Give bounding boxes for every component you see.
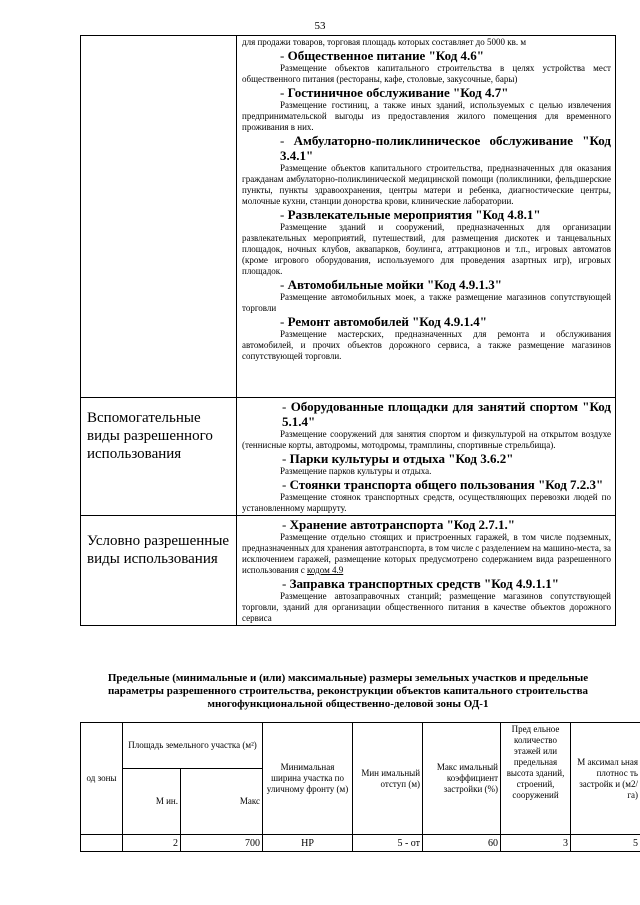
conditional-uses-row bbox=[81, 516, 616, 626]
value-area-min: 2 bbox=[123, 835, 181, 852]
use-item: - Заправка транспортных средств "Код 4.9.1.1" Размещение автозаправочных станций; размещение магазинов сопутствующей торговли, зданий для организации общественного питания в качестве объектов дорожного сервиса bbox=[242, 576, 611, 623]
use-title: Парки культуры и отдыха "Код 3.6.2" bbox=[289, 451, 514, 466]
use-description: Размещение объектов капитального строительства в целях устройства мест общественного питания (рестораны, кафе, столовые, закусочные, бары) bbox=[242, 63, 611, 84]
use-title: Общественное питание "Код 4.6" bbox=[287, 48, 484, 63]
auxiliary-uses-label-cell bbox=[81, 398, 237, 516]
auxiliary-uses-label: Вспомогательные виды разрешенного использования bbox=[87, 410, 213, 462]
use-item: - Парки культуры и отдыха "Код 3.6.2" Размещение парков культуры и отдыха. bbox=[242, 451, 611, 477]
use-description: Размещение сооружений для занятия спортом и физкультурой на открытом воздухе (теннисные корты, автодромы, мотодромы, трамплины, спортивные стрельбища). bbox=[242, 429, 611, 450]
header-area-max: Макс bbox=[181, 769, 263, 835]
use-item: - Развлекательные мероприятия "Код 4.8.1" Размещение зданий и сооружений, предназначенных для организации развлекательных мероприятий, путешествий, для размещения дискотек и танцевальных площадок, ночных клубов, аквапарков, боулинга, аттракционов и т.п., игровых автоматов (кроме игрового оборудования, используемого для проведения азартных игр), игровых площадок. bbox=[242, 207, 611, 276]
use-title: Оборудованные площадки для занятий спортом "Код 5.1.4" bbox=[282, 399, 611, 429]
use-description: Размещение автозаправочных станций; размещение магазинов сопутствующей торговли, зданий для организации общественного питания в качестве объектов дорожного сервиса bbox=[242, 591, 611, 623]
value-max-floors: 3 bbox=[501, 835, 571, 852]
use-description: Размещение гостиниц, а также иных зданий, используемых с целью извлечения предпринимательской выгоды из предоставления жилого помещения для временного проживания в них. bbox=[242, 100, 611, 132]
use-item: - Гостиничное обслуживание "Код 4.7" Размещение гостиниц, а также иных зданий, используемых с целью извлечения предпринимательской выгоды из предоставления жилого помещения для временного проживания в них. bbox=[242, 85, 611, 132]
params-values-row bbox=[81, 835, 640, 852]
use-title: Автомобильные мойки "Код 4.9.1.3" bbox=[287, 277, 502, 292]
use-description: Размещение объектов капитального строительства, предназначенных для оказания гражданам амбулаторно-поликлинической медицинской помощи (поликлиники, фельдшерские пункты, пункты здравоохранения, центры матери и ребенка, диагностические центры, молочные кухни, станции донорства крови, клинические лаборатории. bbox=[242, 163, 611, 206]
value-area-max: 700 bbox=[181, 835, 263, 852]
use-title: Хранение автотранспорта "Код 2.7.1." bbox=[289, 517, 516, 532]
use-item: - Хранение автотранспорта "Код 2.7.1." Размещение отдельно стоящих и пристроенных гаражей, в том числе подземных, предназначенных для хранения автотранспорта, в том числе с разделением на машино-места, за исключением гаражей, размещение которых предусмотрено содержанием вида разрешенного использования с кодом 4.9 bbox=[242, 517, 611, 575]
use-title: Амбулаторно-поликлиническое обслуживание "Код 3.4.1" bbox=[280, 133, 611, 163]
use-item: - Амбулаторно-поликлиническое обслуживание "Код 3.4.1" Размещение объектов капитального строительства, предназначенных для оказания гражданам амбулаторно-поликлинической медицинской помощи (поликлиники, фельдшерские пункты, пункты здравоохранения, центры матери и ребенка, диагностические центры, молочные кухни, станции донорства крови, клинические лаборатории. bbox=[242, 133, 611, 206]
use-description: Размещение стоянок транспортных средств, осуществляющих перевозки людей по установленному маршруту. bbox=[242, 492, 611, 513]
conditional-uses-label-cell bbox=[81, 516, 237, 626]
use-item: - Общественное питание "Код 4.6" Размещение объектов капитального строительства в целях устройства мест общественного питания (рестораны, кафе, столовые, закусочные, бары) bbox=[242, 48, 611, 84]
value-max-density: 5 bbox=[571, 835, 640, 852]
use-item: - Оборудованные площадки для занятий спортом "Код 5.1.4" Размещение сооружений для занятия спортом и физкультурой на открытом воздухе (теннисные корты, автодромы, мотодромы, трамплины, спортивные стрельбища). bbox=[242, 399, 611, 450]
conditional-uses-content bbox=[237, 516, 616, 626]
value-min-setback: 5 - от bbox=[353, 835, 423, 852]
header-min-width: Минимальная ширина участка по уличному фронту (м) bbox=[263, 723, 353, 835]
value-max-coefficient: 60 bbox=[423, 835, 501, 852]
use-description: Размещение парков культуры и отдыха. bbox=[280, 466, 432, 476]
value-zone-code bbox=[81, 835, 123, 852]
header-max-density: М аксимал ьная плотнос ть застройк и (м2/га) bbox=[571, 723, 640, 835]
use-title: Ремонт автомобилей "Код 4.9.1.4" bbox=[287, 314, 487, 329]
use-description: Размещение отдельно стоящих и пристроенных гаражей, в том числе подземных, предназначенных для хранения автотранспорта, в том числе с разделением на машино-места, за исключением гаражей, размещение которых предусмотрено содержанием вида разрешенного использования с кодом 4.9 bbox=[242, 532, 611, 575]
header-area: Площадь земельного участка (м²) bbox=[123, 723, 263, 769]
use-title: Заправка транспортных средств "Код 4.9.1.1" bbox=[289, 576, 559, 591]
main-uses-row bbox=[81, 36, 616, 398]
auxiliary-uses-content bbox=[237, 398, 616, 516]
use-item: - Стоянки транспорта общего пользования "Код 7.2.3" Размещение стоянок транспортных средств, осуществляющих перевозки людей по установленному маршруту. bbox=[242, 477, 611, 513]
use-title: Гостиничное обслуживание "Код 4.7" bbox=[287, 85, 509, 100]
use-description: Размещение мастерских, предназначенных для ремонта и обслуживания автомобилей, и прочих объектов дорожного сервиса, а также размещение магазинов сопутствующей торговли. bbox=[242, 329, 611, 361]
land-use-table bbox=[80, 35, 616, 626]
params-caption: Предельные (минимальные и (или) максимальные) размеры земельных участков и предельные параметры разрешенного строительства, реконструкции объектов капитального строительства многофункциональной общественно-деловой зоны ОД-1 bbox=[107, 672, 589, 710]
use-item: - Ремонт автомобилей "Код 4.9.1.4" Размещение мастерских, предназначенных для ремонта и обслуживания автомобилей, и прочих объектов дорожного сервиса, а также размещение магазинов сопутствующей торговли. bbox=[242, 314, 611, 361]
use-description: Размещение зданий и сооружений, предназначенных для организации развлекательных мероприятий, путешествий, для размещения дискотек и танцевальных площадок, ночных клубов, аквапарков, боулинга, аттракционов и т.п., игровых автоматов (кроме игрового оборудования, используемого для проведения азартных игр), игровых площадок. bbox=[242, 222, 611, 276]
params-table bbox=[80, 722, 640, 852]
auxiliary-uses-row bbox=[81, 398, 616, 516]
header-area-min: М ин. bbox=[123, 769, 181, 835]
continuation-text: для продажи товаров, торговая площадь которых составляет до 5000 кв. м bbox=[242, 37, 527, 47]
use-title: Развлекательные мероприятия "Код 4.8.1" bbox=[287, 207, 541, 222]
use-title: Стоянки транспорта общего пользования "Код 7.2.3" bbox=[289, 477, 604, 492]
header-max-coefficient: Макс имальный коэффициент застройки (%) bbox=[423, 723, 501, 835]
use-item: - Автомобильные мойки "Код 4.9.1.3" Размещение автомобильных моек, а также размещение магазинов сопутствующей торговли bbox=[242, 277, 611, 313]
use-description: Размещение автомобильных моек, а также размещение магазинов сопутствующей торговли bbox=[242, 292, 611, 313]
page-number: 53 bbox=[314, 20, 326, 32]
header-min-setback: Мин имальный отступ (м) bbox=[353, 723, 423, 835]
main-uses-content bbox=[237, 36, 616, 398]
value-min-width: НР bbox=[263, 835, 353, 852]
header-zone-code: од зоны bbox=[81, 723, 123, 835]
main-uses-label-cell bbox=[81, 36, 237, 398]
conditional-uses-label: Условно разрешенные виды использования bbox=[87, 533, 230, 567]
code-link[interactable]: кодом 4.9 bbox=[307, 565, 344, 575]
header-max-floors: Пред ельное количество этажей или предельная высота зданий, строений, сооружений bbox=[501, 723, 571, 835]
